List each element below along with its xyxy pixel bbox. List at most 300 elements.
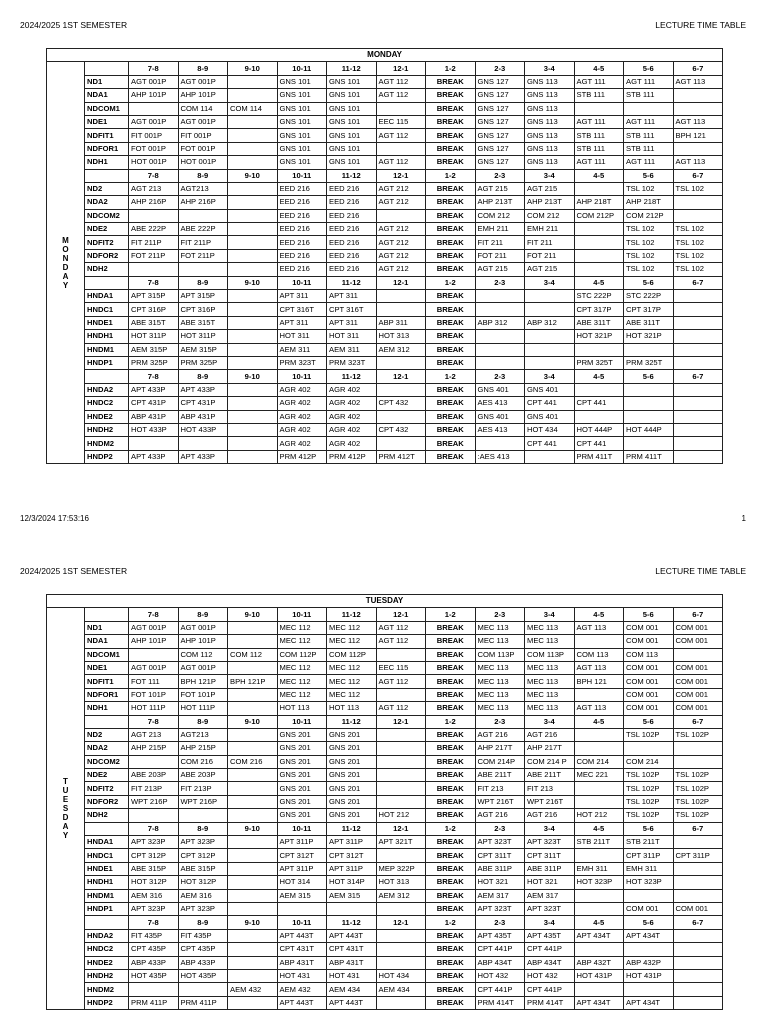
period-header: 9-10 [228,62,278,75]
course-cell [673,996,723,1009]
course-cell [673,437,723,450]
class-code: HNDP1 [85,902,129,915]
course-cell [129,102,179,115]
course-cell: COM 001 [624,675,674,688]
course-cell: HOT 001P [178,156,228,169]
break-cell: BREAK [426,956,476,969]
course-cell: AGT 112 [376,675,426,688]
period-header: 2-3 [475,916,525,929]
course-cell: CPT 441 [574,397,624,410]
course-cell: AHP 101P [178,89,228,102]
course-cell: GNS 101 [327,115,377,128]
class-code: NDE2 [85,769,129,782]
course-cell: AGR 402 [277,437,327,450]
course-cell [673,943,723,956]
course-cell: AHP 215P [178,742,228,755]
course-cell [129,809,179,822]
period-header: 10-11 [277,62,327,75]
course-cell: EED 216 [277,196,327,209]
course-cell [228,742,278,755]
table-row [47,223,723,236]
course-cell [228,437,278,450]
course-cell: AGT 216 [475,728,525,741]
break-cell: BREAK [426,621,476,634]
course-cell: MEC 221 [574,769,624,782]
course-cell [376,943,426,956]
table-row [47,902,723,915]
class-code: NDA2 [85,742,129,755]
course-cell: MEC 113 [525,675,575,688]
course-cell: AEM 317 [475,889,525,902]
course-cell: EED 216 [277,249,327,262]
course-cell: CPT 316T [277,303,327,316]
break-cell: BREAK [426,343,476,356]
course-cell: AGR 402 [277,410,327,423]
break-cell: BREAK [426,249,476,262]
course-cell [228,969,278,982]
course-cell: AGR 402 [327,423,377,436]
class-header-blank [85,715,129,728]
period-header: 11-12 [327,608,377,621]
course-cell: PRM 412P [327,450,377,463]
course-cell: PRM 323T [327,356,377,369]
break-cell: BREAK [426,809,476,822]
course-cell [525,290,575,303]
course-cell: TSL 102 [673,263,723,276]
course-cell: EED 216 [327,196,377,209]
period-header: 11-12 [327,916,377,929]
period-header: 6-7 [673,169,723,182]
course-cell: GNS 401 [475,410,525,423]
course-cell [376,728,426,741]
break-cell: BREAK [426,182,476,195]
course-cell: ABP 433P [178,956,228,969]
period-header-row [47,608,723,621]
break-cell: BREAK [426,849,476,862]
class-code: HNDM2 [85,437,129,450]
table-row [47,635,723,648]
course-cell [376,356,426,369]
course-cell: PRM 414T [525,996,575,1009]
course-cell [376,410,426,423]
course-cell: GNS 101 [327,156,377,169]
course-cell [228,728,278,741]
course-cell: FIT 435P [129,929,179,942]
course-cell [673,876,723,889]
course-cell: HOT 212 [376,809,426,822]
course-cell: COM 214 [574,755,624,768]
course-cell: APT 323P [178,836,228,849]
course-cell: CPT 432 [376,397,426,410]
course-cell: CPT 431P [129,397,179,410]
course-cell: APT 311 [327,316,377,329]
table-row [47,89,723,102]
course-cell: ABE 315T [129,316,179,329]
period-header: 4-5 [574,822,624,835]
course-cell: HOT 311P [129,330,179,343]
period-header: 9-10 [228,822,278,835]
course-cell [178,809,228,822]
period-header-row [47,916,723,929]
course-cell: MEC 113 [525,688,575,701]
course-cell: AEM 311 [277,343,327,356]
table-row [47,969,723,982]
course-cell: AGT 001P [178,75,228,88]
course-cell: HOT 311 [327,330,377,343]
course-cell: AGR 402 [327,397,377,410]
course-cell: BPH 121 [574,675,624,688]
course-cell [178,209,228,222]
course-cell: AGT 212 [376,223,426,236]
course-cell: GNS 113 [525,115,575,128]
table-row [47,661,723,674]
course-cell: TSL 102P [624,809,674,822]
course-cell: CPT 441 [525,437,575,450]
break-cell: BREAK [426,397,476,410]
period-header: 5-6 [624,276,674,289]
course-cell: APT 311P [327,862,377,875]
period-header: 5-6 [624,822,674,835]
course-cell [228,929,278,942]
course-cell: ABP 431P [178,410,228,423]
course-cell: COM 214P [475,755,525,768]
table-row [47,75,723,88]
course-cell [228,383,278,396]
course-cell: FIT 213 [525,782,575,795]
table-row [47,236,723,249]
course-cell: PRM 411P [129,996,179,1009]
course-cell: EED 216 [277,236,327,249]
course-cell: HOT 432 [525,969,575,982]
course-cell [624,742,674,755]
course-cell [673,356,723,369]
course-cell: APT 311P [277,862,327,875]
course-cell: AGT 113 [574,661,624,674]
course-cell [228,943,278,956]
course-cell: GNS 101 [277,142,327,155]
course-cell [129,263,179,276]
period-header: 8-9 [178,62,228,75]
course-cell: AGT 212 [376,263,426,276]
course-cell: FIT 211 [525,236,575,249]
class-code: NDFOR2 [85,249,129,262]
print-timestamp: 12/3/2024 17:53:16 [20,514,89,523]
course-cell: CPT 311T [475,849,525,862]
course-cell: AGT 112 [376,156,426,169]
course-cell: MEC 113 [475,635,525,648]
course-cell [624,889,674,902]
course-cell [673,983,723,996]
table-row [47,862,723,875]
course-cell: HOT 323P [624,876,674,889]
course-cell [178,983,228,996]
table-row [47,755,723,768]
course-cell: ABP 434T [525,956,575,969]
course-cell [673,196,723,209]
day-side-label: T U E S D A Y [47,608,85,1010]
period-header: 7-8 [129,276,179,289]
course-cell: TSL 102P [624,769,674,782]
table-row [47,996,723,1009]
course-cell: TSL 102 [624,249,674,262]
table-row [47,648,723,661]
course-cell: AEM 316 [129,889,179,902]
period-header-row [47,715,723,728]
period-header: 10-11 [277,822,327,835]
course-cell: APT 443T [327,929,377,942]
class-code: HNDE1 [85,862,129,875]
day-title: TUESDAY [47,595,723,608]
course-cell [129,437,179,450]
course-cell: TSL 102 [624,182,674,195]
course-cell: FOT 211P [178,249,228,262]
break-cell: BREAK [426,236,476,249]
course-cell: AGT 213 [129,728,179,741]
course-cell: AGT 113 [673,115,723,128]
break-cell: BREAK [426,889,476,902]
course-cell: STB 111 [574,129,624,142]
course-cell [673,89,723,102]
course-cell: FOT 211 [475,249,525,262]
course-cell [574,983,624,996]
course-cell: TSL 102P [673,795,723,808]
period-header: 4-5 [574,608,624,621]
course-cell: GNS 113 [525,142,575,155]
period-header: 11-12 [327,62,377,75]
course-cell [376,303,426,316]
course-cell [228,862,278,875]
day-title: MONDAY [47,49,723,62]
course-cell: AGR 402 [277,397,327,410]
period-header: 3-4 [525,169,575,182]
course-cell [228,303,278,316]
course-cell: GNS 201 [277,728,327,741]
course-cell: HOT 321 [475,876,525,889]
period-header: 1-2 [426,276,476,289]
course-cell: WPT 216P [129,795,179,808]
course-cell: FIT 435P [178,929,228,942]
course-cell: HOT 435P [178,969,228,982]
course-cell [673,383,723,396]
course-cell [376,755,426,768]
course-cell: APT 323P [129,902,179,915]
course-cell: HOT 321P [624,330,674,343]
course-cell: ABP 433P [129,956,179,969]
course-cell: CPT 316T [327,303,377,316]
class-header-blank [85,169,129,182]
table-row [47,450,723,463]
class-code: HNDH2 [85,423,129,436]
break-cell: BREAK [426,75,476,88]
period-header: 11-12 [327,370,377,383]
break-cell: BREAK [426,702,476,715]
course-cell: AEM 312 [376,889,426,902]
period-header: 5-6 [624,715,674,728]
course-cell: AGT 216 [475,809,525,822]
course-cell: APT 323T [475,836,525,849]
table-row [47,769,723,782]
course-cell [228,115,278,128]
course-cell [228,849,278,862]
period-header: 11-12 [327,169,377,182]
course-cell: HOT 113 [277,702,327,715]
course-cell: APT 434T [574,996,624,1009]
class-code: HNDC2 [85,397,129,410]
course-cell: AGT 111 [624,115,674,128]
course-cell: AGT 215 [475,182,525,195]
course-cell [376,956,426,969]
course-cell [376,290,426,303]
period-header: 12-1 [376,608,426,621]
period-header: 12-1 [376,62,426,75]
break-cell: BREAK [426,330,476,343]
table-row [47,929,723,942]
class-code: HNDM2 [85,983,129,996]
course-cell [228,249,278,262]
course-cell: AGT 216 [525,728,575,741]
course-cell: TSL 102P [673,782,723,795]
period-header: 2-3 [475,169,525,182]
break-cell: BREAK [426,943,476,956]
course-cell: TSL 102 [624,223,674,236]
course-cell: HOT 435P [129,969,179,982]
class-code: HNDE1 [85,316,129,329]
course-cell: HOT 314P [327,876,377,889]
course-cell [376,142,426,155]
course-cell [228,156,278,169]
course-cell [673,956,723,969]
course-cell: COM 001 [624,702,674,715]
course-cell: MEC 112 [277,688,327,701]
course-cell: GNS 201 [327,728,377,741]
course-cell: PRM 325T [574,356,624,369]
course-cell: WPT 216T [525,795,575,808]
class-header-blank [85,916,129,929]
course-cell [228,397,278,410]
course-cell: GNS 201 [277,795,327,808]
class-header-blank [85,62,129,75]
course-cell: COM 212P [624,209,674,222]
course-cell: GNS 101 [277,102,327,115]
break-cell: BREAK [426,115,476,128]
course-cell [475,356,525,369]
course-cell: ABE 222P [129,223,179,236]
course-cell: MEC 113 [475,688,525,701]
course-cell: AEM 315 [277,889,327,902]
course-cell [574,223,624,236]
course-cell: AGT 001P [129,115,179,128]
course-cell: APT 323P [129,836,179,849]
course-cell [376,996,426,1009]
course-cell [376,742,426,755]
course-cell: STB 111 [574,89,624,102]
course-cell: HOT 312P [178,876,228,889]
course-cell: AHP 216P [178,196,228,209]
course-cell: GNS 101 [277,75,327,88]
course-cell: HOT 113 [327,702,377,715]
semester-header: 2024/2025 1ST SEMESTER [20,20,128,30]
course-cell: FIT 213P [178,782,228,795]
period-header: 7-8 [129,608,179,621]
course-cell: PRM 414T [475,996,525,1009]
course-cell: EED 216 [327,249,377,262]
course-cell: TSL 102 [673,249,723,262]
class-code: NDFIT2 [85,782,129,795]
course-cell: FOT 001P [129,142,179,155]
course-cell: GNS 127 [475,156,525,169]
course-cell: COM 114 [178,102,228,115]
course-cell: APT 435T [475,929,525,942]
course-cell: ABP 312 [475,316,525,329]
course-cell [178,437,228,450]
course-cell: AEM 316 [178,889,228,902]
course-cell: EED 216 [327,236,377,249]
break-cell: BREAK [426,648,476,661]
course-cell: HOT 311P [178,330,228,343]
table-row [47,129,723,142]
course-cell: MEC 112 [277,635,327,648]
course-cell: AGT 001P [129,75,179,88]
course-cell: AGT 112 [376,635,426,648]
course-cell [228,290,278,303]
course-cell [574,410,624,423]
course-cell: COM 001 [624,661,674,674]
break-cell: BREAK [426,983,476,996]
period-header-row [47,370,723,383]
period-header: 6-7 [673,715,723,728]
course-cell: COM 216 [178,755,228,768]
course-cell: COM 112P [277,648,327,661]
course-cell: AGR 402 [277,383,327,396]
period-header: 7-8 [129,370,179,383]
table-row [47,356,723,369]
class-code: NDH2 [85,809,129,822]
course-cell: APT 434T [624,929,674,942]
course-cell: AEM 434 [327,983,377,996]
course-cell [376,929,426,942]
period-header: 9-10 [228,276,278,289]
course-cell: HOT 111P [129,702,179,715]
course-cell [475,303,525,316]
course-cell [673,330,723,343]
course-cell: TSL 102 [673,182,723,195]
course-cell: EED 216 [277,209,327,222]
break-cell: BREAK [426,223,476,236]
period-header: 2-3 [475,715,525,728]
course-cell [574,249,624,262]
course-cell: FOT 211P [129,249,179,262]
class-code: NDE2 [85,223,129,236]
course-cell: GNS 101 [277,115,327,128]
course-cell: HOT 433P [178,423,228,436]
course-cell [673,102,723,115]
table-row [47,316,723,329]
course-cell [574,943,624,956]
table-row [47,782,723,795]
course-cell [228,196,278,209]
course-cell [228,89,278,102]
class-code: NDFIT1 [85,675,129,688]
course-cell [376,782,426,795]
break-cell: BREAK [426,156,476,169]
course-cell: FIT 001P [129,129,179,142]
course-cell: MEC 113 [475,621,525,634]
course-cell: AEM 317 [525,889,575,902]
course-cell: APT 311 [277,290,327,303]
course-cell [376,648,426,661]
course-cell [673,648,723,661]
course-cell [376,769,426,782]
